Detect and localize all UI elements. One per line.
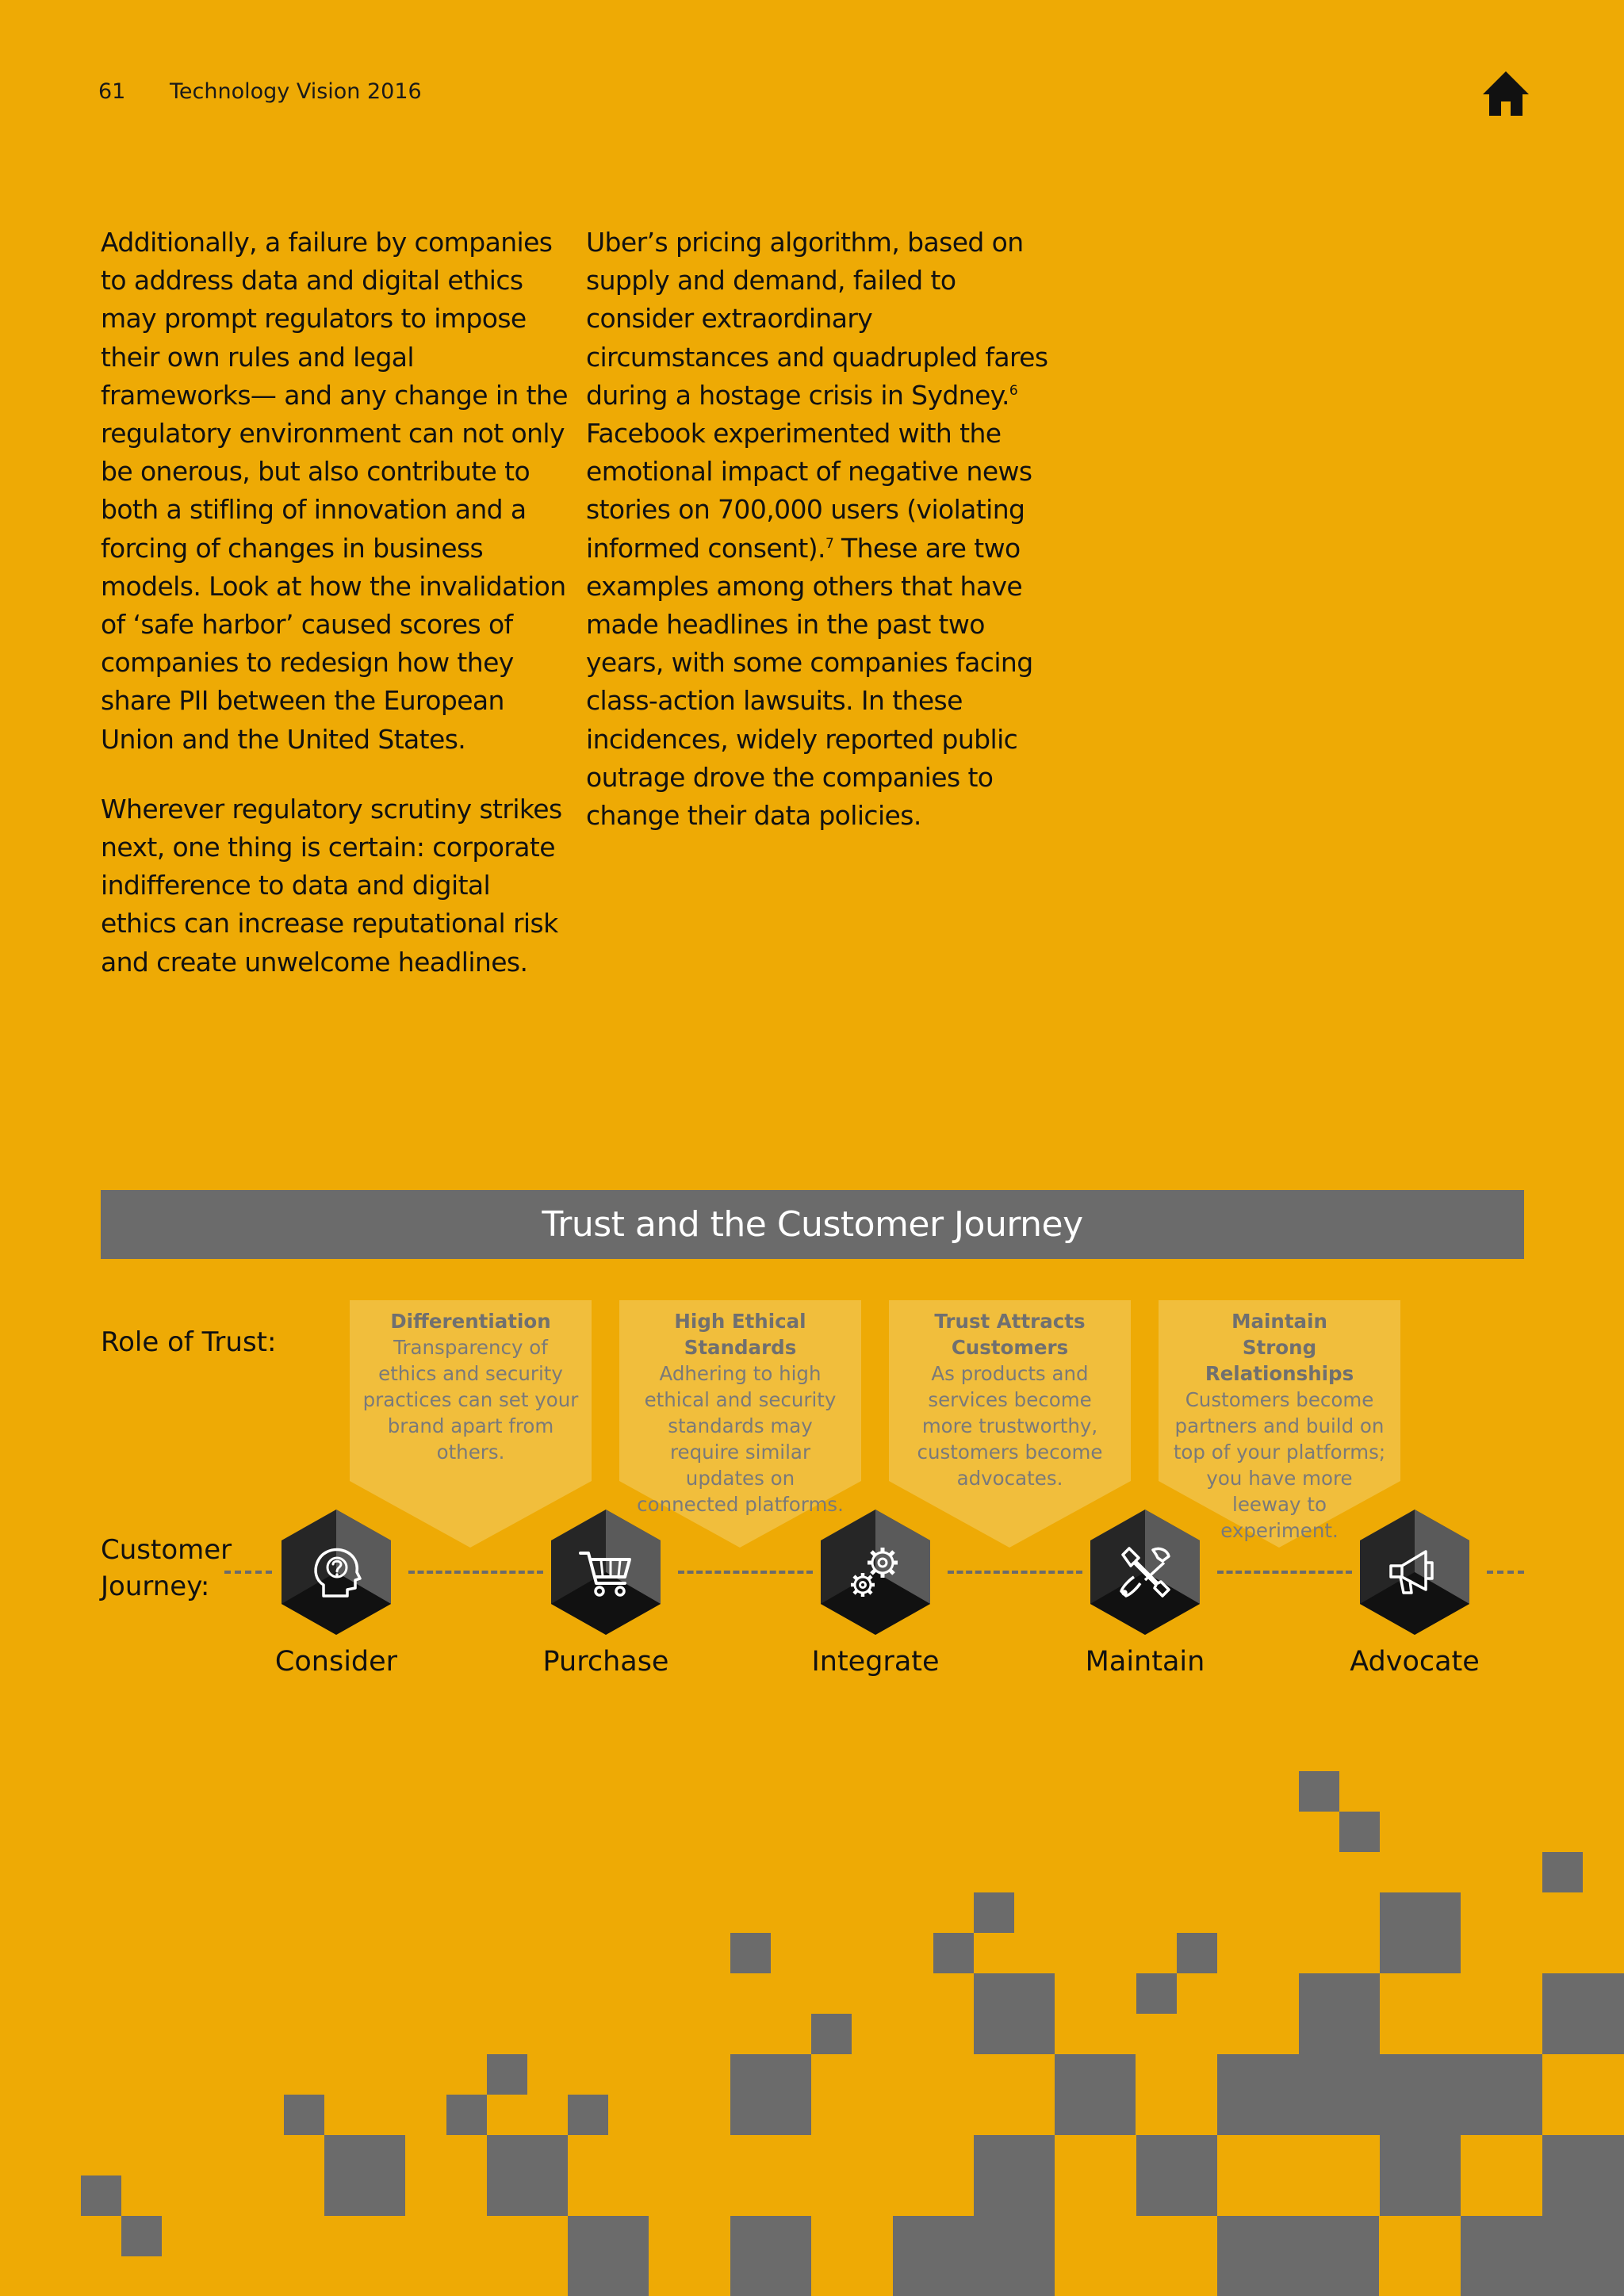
step-purchase-hexagon — [551, 1510, 661, 1635]
right-paragraph — [586, 224, 1062, 835]
card-description: Transparency of ethics and security practices can set your brand apart from others. — [362, 1336, 579, 1464]
journey-dash — [1217, 1571, 1352, 1574]
step-label-maintain: Maintain — [1085, 1646, 1205, 1678]
card-title: Trust Attracts Customers — [934, 1310, 1086, 1359]
figure-title-banner: Trust and the Customer Journey — [101, 1190, 1524, 1259]
home-icon[interactable] — [1481, 70, 1530, 117]
gears-icon — [847, 1544, 904, 1601]
journey-dash — [224, 1571, 272, 1574]
card-title: Maintain Strong Relationships — [1205, 1310, 1354, 1385]
footnote-ref-7[interactable]: 7 — [825, 535, 834, 552]
head-question-icon — [308, 1544, 365, 1601]
step-label-consider: Consider — [274, 1646, 398, 1678]
journey-dash — [408, 1571, 543, 1574]
left-paragraph-1: Additionally, a failure by companies to address data and digital ethics may prompt regulators to impose their own rules and legal frameworks— and any change in the regulatory environment can not only be onerous, but also contribute to both a stifling of innovation and a forcing of changes in business models. Look at how the invalidation of ‘safe harbor’ caused scores of companies to redesign how they share PII between the European Union and the United States. — [101, 227, 568, 755]
card-description: Adhering to high ethical and security standards may require similar updates on connected platforms. — [637, 1362, 844, 1516]
step-label-integrate: Integrate — [811, 1646, 940, 1678]
right-text-segment: Facebook experimented with the emotional impact of negative news stories on 700,000 users (violating informed consent). — [586, 418, 1032, 564]
journey-label-line: Customer — [101, 1534, 232, 1566]
right-text-segment: Uber’s pricing algorithm, based on supply and demand, failed to consider extraordinary circumstances and quadrupled fares during a hostage crisis in Sydney. — [586, 227, 1048, 411]
step-integrate-hexagon — [821, 1510, 930, 1635]
page-number: 61 — [98, 79, 126, 104]
left-column — [101, 224, 569, 1013]
megaphone-icon — [1386, 1544, 1443, 1601]
card-description: Customers become partners and build on top of your platforms; you have more leeway to experiment. — [1173, 1388, 1386, 1542]
wrench-screwdriver-icon — [1116, 1544, 1174, 1601]
journey-dash — [948, 1571, 1082, 1574]
step-advocate-hexagon — [1360, 1510, 1469, 1635]
step-label-purchase: Purchase — [542, 1646, 669, 1678]
right-column — [586, 224, 1062, 867]
card-title: High Ethical Standards — [674, 1310, 806, 1359]
step-label-advocate: Advocate — [1350, 1646, 1480, 1678]
journey-label-line: Journey: — [101, 1571, 210, 1602]
journey-dash — [678, 1571, 813, 1574]
step-maintain-hexagon — [1090, 1510, 1200, 1635]
footnote-ref-6[interactable]: 6 — [1009, 382, 1018, 399]
shopping-cart-icon — [577, 1544, 634, 1601]
customer-journey-label — [101, 1532, 232, 1605]
journey-dash — [1487, 1571, 1524, 1574]
step-consider-hexagon — [282, 1510, 391, 1635]
right-text-segment: These are two examples among others that have made headlines in the past two years, with some companies facing class-action lawsuits. In these incidences, widely reported public outrage drove the companies to change their data policies. — [586, 532, 1033, 832]
card-description: As products and services become more trustworthy, customers become advocates. — [917, 1362, 1103, 1490]
left-paragraph-2: Wherever regulatory scrutiny strikes next, one thing is certain: corporate indifference to data and digital ethics can increase reputational risk and create unwelcome headlines. — [101, 793, 562, 978]
role-of-trust-label: Role of Trust: — [101, 1326, 277, 1358]
card-title: Differentiation — [390, 1310, 551, 1333]
publication-title: Technology Vision 2016 — [170, 79, 422, 104]
